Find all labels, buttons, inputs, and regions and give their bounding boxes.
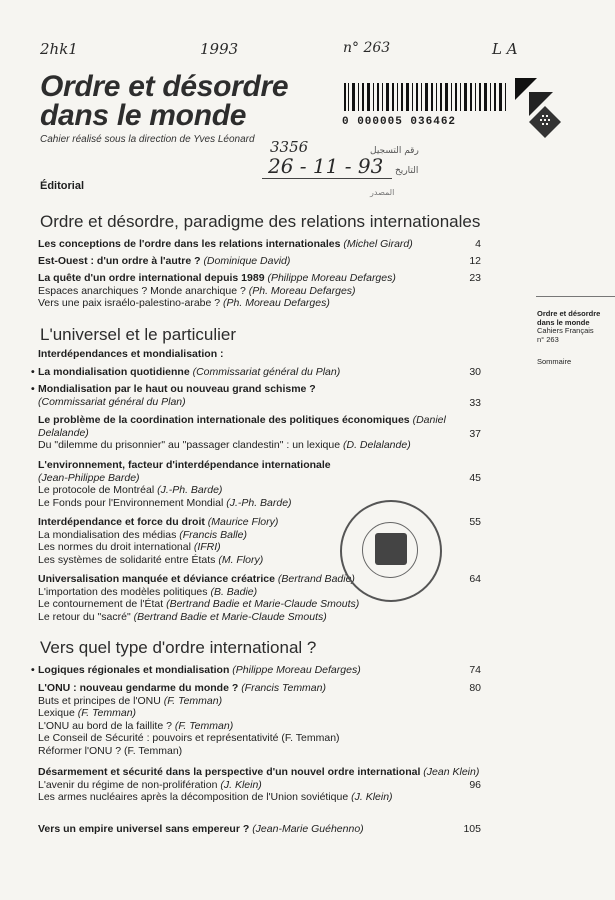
sidebar-sommaire: Sommaire bbox=[537, 357, 572, 366]
list-item: • Mondialisation par le haut ou nouveau grand schisme ? (Commissariat général du Plan) bbox=[38, 383, 486, 408]
page-number: 74 bbox=[469, 664, 481, 676]
page-number: 105 bbox=[463, 823, 481, 835]
barcode bbox=[342, 83, 512, 128]
list-item: Vers un empire universel sans empereur ? (Jean-Marie Guéhenno) bbox=[38, 823, 364, 835]
barcode-bars bbox=[342, 83, 512, 111]
subtitle: Cahier réalisé sous la direction de Yves Léonard bbox=[40, 134, 255, 145]
list-item: Universalisation manquée et déviance créatrice (Bertrand Badie) L'importation des modèles politiques (B. Badie) Le contournement de l'État (Bertrand Badie et Marie-Claude Smouts) Le retour du "sacré" (Bertrand Badie et Marie-Claude Smouts) bbox=[38, 573, 360, 623]
list-item: L'ONU : nouveau gendarme du monde ? (Francis Temman) Buts et principes de l'ONU (F. Temman) Lexique (F. Temman) L'ONU au bord de la faillite ? (F. Temman) Le Conseil de Sécurité : pouvoirs et représentativité (F. Temman) Réformer l'ONU ? (F. Temman) bbox=[38, 682, 340, 757]
handwritten-year: 1993 bbox=[200, 40, 239, 58]
page-number: 23 bbox=[469, 272, 481, 284]
page-number: 37 bbox=[469, 428, 481, 440]
page-number: 45 bbox=[469, 472, 481, 484]
sidebar-divider bbox=[536, 296, 615, 297]
library-stamp bbox=[340, 500, 442, 602]
handwritten-annotation: 2hk1 bbox=[40, 40, 78, 58]
list-item: • La mondialisation quotidienne (Commissariat général du Plan) bbox=[38, 366, 486, 379]
list-item: Les conceptions de l'ordre dans les relations internationales (Michel Girard) bbox=[38, 238, 413, 250]
list-item: • Logiques régionales et mondialisation (Philippe Moreau Defarges) bbox=[38, 664, 486, 677]
page-number: 64 bbox=[469, 573, 481, 585]
list-item: Désarmement et sécurité dans la perspective d'un nouvel ordre international (Jean Klein) L'avenir du régime de non-prolifération (J. Klein) Les armes nucléaires après la décomposition de l'Union soviétique (J. Klein) bbox=[38, 766, 480, 804]
page-number: 30 bbox=[469, 366, 481, 378]
list-item: Est-Ouest : d'un ordre à l'autre ? (Dominique David) bbox=[38, 255, 291, 267]
handwritten-code: L A bbox=[492, 40, 518, 58]
list-item: Le problème de la coordination internationale des politiques économiques (Daniel Delalande) Du "dilemme du prisonnier" au "passager clandestin" : un lexique (D. Delalande) bbox=[38, 414, 446, 452]
editorial-heading: Éditorial bbox=[40, 180, 85, 192]
barcode-number: 0 000005 036462 bbox=[342, 116, 457, 128]
section-title: Vers quel type d'ordre international ? bbox=[40, 638, 317, 657]
page-number: 33 bbox=[469, 397, 481, 409]
section-title: Ordre et désordre, paradigme des relations internationales bbox=[40, 212, 481, 231]
page-number: 12 bbox=[469, 255, 481, 267]
section-title: L'universel et le particulier bbox=[40, 325, 237, 344]
page-number: 4 bbox=[475, 238, 481, 250]
list-item: Interdépendance et force du droit (Maurice Flory) La mondialisation des médias (Francis Balle) Les normes du droit international (IFRI) Les systèmes de solidarité entre États (M. Flory) bbox=[38, 516, 279, 566]
page-number: 96 bbox=[469, 779, 481, 791]
sidebar-title: Ordre et désordre dans le monde bbox=[537, 309, 601, 327]
page-number: 55 bbox=[469, 516, 481, 528]
page-number: 80 bbox=[469, 682, 481, 694]
publisher-logo bbox=[515, 78, 575, 140]
sidebar-publication: Cahiers Français n° 263 bbox=[537, 326, 594, 344]
page-title: Ordre et désordre dans le monde bbox=[40, 70, 289, 132]
registration-stamp: رقم التسجيل 3356 التاريخ 26 - 11 - 93 المصدر bbox=[250, 138, 430, 198]
list-item: La quête d'un ordre international depuis 1989 (Philippe Moreau Defarges) Espaces anarchiques ? Monde anarchique ? (Ph. Moreau Defarges) Vers une paix israélo-palestino-arabe ? (Ph. Moreau Defarges) bbox=[38, 272, 396, 310]
list-item: Interdépendances et mondialisation : bbox=[38, 348, 224, 360]
handwritten-number: n° 263 bbox=[343, 40, 391, 56]
list-item: L'environnement, facteur d'interdépendance internationale (Jean-Philippe Barde) Le protocole de Montréal (J.-Ph. Barde) Le Fonds pour l'Environnement Mondial (J.-Ph. Barde) bbox=[38, 459, 331, 509]
